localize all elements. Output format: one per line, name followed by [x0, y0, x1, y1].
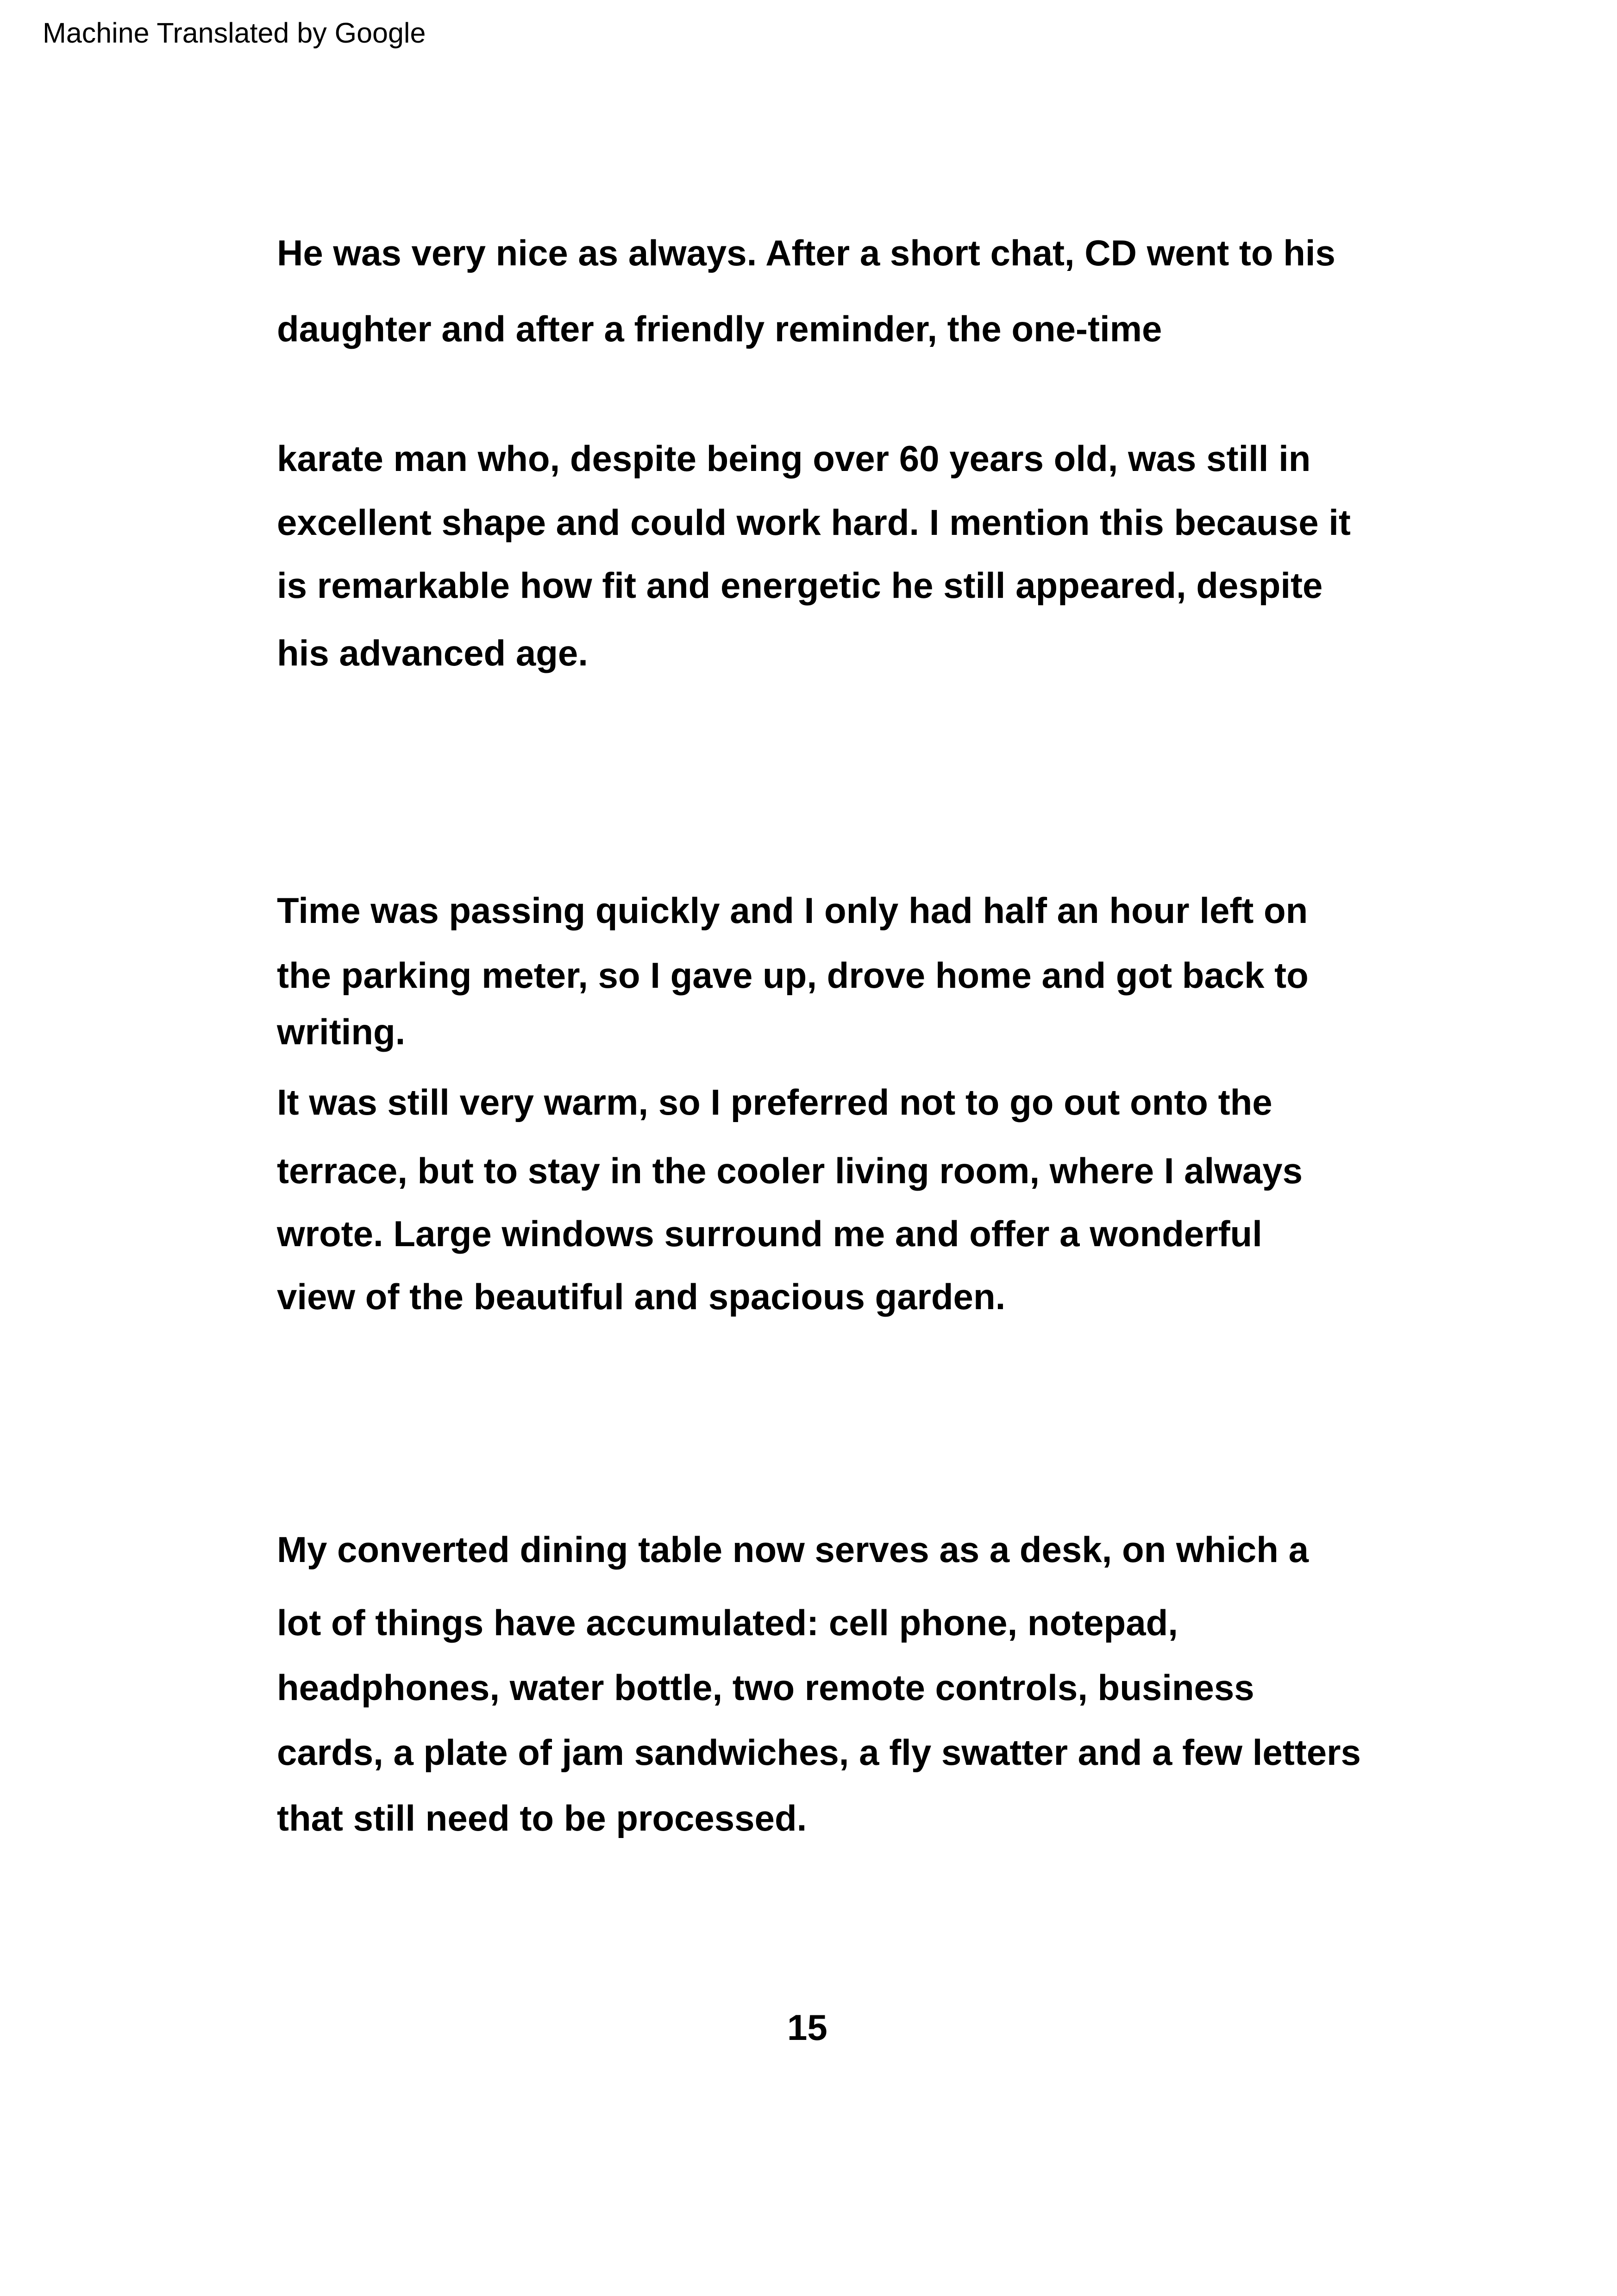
- text-line: wrote. Large windows surround me and offer a wonderful: [277, 1213, 1262, 1254]
- text-line: his advanced age.: [277, 633, 588, 673]
- text-line: My converted dining table now serves as a desk, on which a: [277, 1529, 1309, 1570]
- text-line: that still need to be processed.: [277, 1798, 807, 1838]
- text-line: is remarkable how fit and energetic he still appeared, despite: [277, 565, 1323, 606]
- text-line: writing.: [277, 1011, 406, 1052]
- text-line: He was very nice as always. After a short chat, CD went to his: [277, 232, 1335, 273]
- text-line: lot of things have accumulated: cell phone, notepad,: [277, 1602, 1178, 1643]
- text-line: Time was passing quickly and I only had half an hour left on: [277, 890, 1308, 931]
- text-line: terrace, but to stay in the cooler living room, where I always: [277, 1150, 1303, 1191]
- text-line: the parking meter, so I gave up, drove home and got back to: [277, 955, 1309, 996]
- text-line: view of the beautiful and spacious garden.: [277, 1276, 1006, 1317]
- text-line: cards, a plate of jam sandwiches, a fly swatter and a few letters: [277, 1732, 1361, 1773]
- machine-translation-note: Machine Translated by Google: [43, 17, 426, 49]
- text-line: headphones, water bottle, two remote controls, business: [277, 1667, 1254, 1708]
- text-line: karate man who, despite being over 60 years old, was still in: [277, 438, 1311, 479]
- text-line: daughter and after a friendly reminder, the one-time: [277, 308, 1162, 349]
- page-number: 15: [787, 2007, 827, 2048]
- text-line: It was still very warm, so I preferred not to go out onto the: [277, 1082, 1272, 1123]
- text-line: excellent shape and could work hard. I mention this because it: [277, 502, 1351, 543]
